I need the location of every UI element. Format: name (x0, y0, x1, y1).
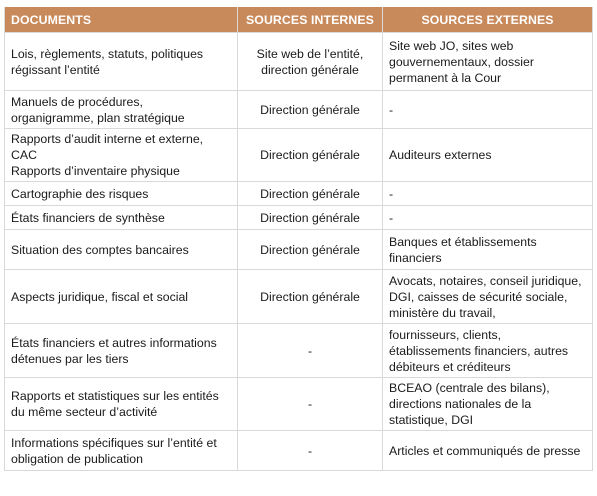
header-sources-internes: SOURCES INTERNES (238, 7, 383, 33)
cell-line: organigramme, plan stratégique (11, 110, 185, 125)
cell-line: obligation de publication (11, 451, 143, 466)
cell-source-externe (383, 378, 593, 431)
cell-line: Site web de l’entité, (256, 46, 364, 61)
table-row (5, 324, 593, 378)
cell-line: Direction générale (260, 102, 360, 117)
cell-line: direction générale (261, 62, 359, 77)
cell-line: détenues par les tiers (11, 351, 129, 366)
table-row (5, 129, 593, 182)
cell-source-interne (238, 206, 383, 230)
cell-line: Direction générale (260, 186, 360, 201)
cell-line: - (307, 343, 313, 358)
cell-source-interne (238, 182, 383, 206)
cell-line: régissant l’entité (11, 62, 100, 77)
cell-line: établissements financiers, autres (389, 343, 569, 358)
cell-source-externe (383, 431, 593, 471)
cell-line: débiteurs et créditeurs (389, 359, 511, 374)
table-body (5, 33, 593, 471)
cell-source-interne (238, 33, 383, 91)
table-row (5, 230, 593, 270)
header-row (5, 7, 593, 33)
cell-line: Situation des comptes bancaires (11, 242, 189, 257)
cell-line: permanent à la Cour (389, 70, 502, 85)
cell-source-externe (383, 129, 593, 182)
cell-document (5, 270, 238, 324)
table-row (5, 431, 593, 471)
cell-line: - (307, 397, 313, 411)
cell-line: Lois, règlements, statuts, politiques (11, 46, 204, 61)
cell-source-externe (383, 91, 593, 129)
cell-line: Direction générale (260, 289, 360, 304)
cell-line: - (307, 443, 313, 458)
cell-document (5, 324, 238, 378)
cell-line: Direction générale (260, 242, 360, 257)
cell-line: États financiers de synthèse (11, 210, 165, 225)
cell-line: Rapports d’inventaire physique (11, 164, 180, 178)
cell-line: ministère du travail, (389, 305, 496, 320)
sources-table (4, 7, 593, 471)
cell-source-interne (238, 270, 383, 324)
cell-document (5, 129, 238, 182)
cell-line: statistique, DGI (389, 413, 474, 427)
cell-line: du même secteur d’activité (11, 405, 158, 419)
cell-source-interne (238, 230, 383, 270)
cell-source-externe (383, 206, 593, 230)
cell-document (5, 182, 238, 206)
cell-line: États financiers et autres informations (11, 335, 217, 350)
cell-source-externe (383, 270, 593, 324)
cell-line: directions nationales de la (389, 397, 532, 411)
cell-source-interne (238, 378, 383, 431)
cell-line: financiers (389, 250, 442, 265)
cell-line: Rapports d’audit interne et externe, (11, 132, 204, 146)
cell-line: DGI, caisses de sécurité sociale, (389, 289, 568, 304)
table-row (5, 182, 593, 206)
cell-document (5, 91, 238, 129)
cell-line: gouvernementaux, dossier (389, 54, 534, 69)
table-row (5, 270, 593, 324)
cell-line: Manuels de procédures, (11, 94, 143, 109)
table-row (5, 33, 593, 91)
cell-source-externe (383, 33, 593, 91)
sources-table-container (4, 7, 593, 471)
cell-line: Avocats, notaires, conseil juridique, (389, 273, 582, 288)
cell-line: Site web JO, sites web (389, 38, 514, 53)
cell-line: Direction générale (260, 210, 360, 225)
cell-line: Cartographie des risques (11, 186, 149, 201)
cell-line: BCEAO (centrale des bilans), (389, 381, 550, 395)
cell-source-externe (383, 230, 593, 270)
cell-source-interne (238, 324, 383, 378)
table-row (5, 91, 593, 129)
cell-line: - (389, 210, 394, 225)
cell-line: - (389, 102, 394, 117)
cell-line: Rapports et statistiques sur les entités (11, 389, 219, 403)
cell-source-interne (238, 431, 383, 471)
cell-document (5, 206, 238, 230)
cell-line: Direction générale (260, 148, 360, 162)
cell-line: CAC (11, 148, 37, 162)
cell-source-externe (383, 324, 593, 378)
table-row (5, 206, 593, 230)
cell-line: Banques et établissements (389, 234, 537, 249)
cell-document (5, 33, 238, 91)
cell-line: Informations spécifiques sur l’entité et (11, 435, 217, 450)
cell-line: Auditeurs externes (389, 148, 492, 162)
header-sources-externes: SOURCES EXTERNES (383, 7, 593, 33)
cell-source-interne (238, 129, 383, 182)
cell-document (5, 230, 238, 270)
cell-source-externe (383, 182, 593, 206)
cell-line: Aspects juridique, fiscal et social (11, 289, 189, 304)
cell-document (5, 378, 238, 431)
cell-document (5, 431, 238, 471)
cell-line: - (389, 186, 394, 201)
header-documents: DOCUMENTS (5, 7, 238, 33)
cell-line: Articles et communiqués de presse (389, 443, 581, 458)
cell-line: fournisseurs, clients, (389, 327, 502, 342)
cell-source-interne (238, 91, 383, 129)
table-row (5, 378, 593, 431)
table-header (5, 7, 593, 33)
